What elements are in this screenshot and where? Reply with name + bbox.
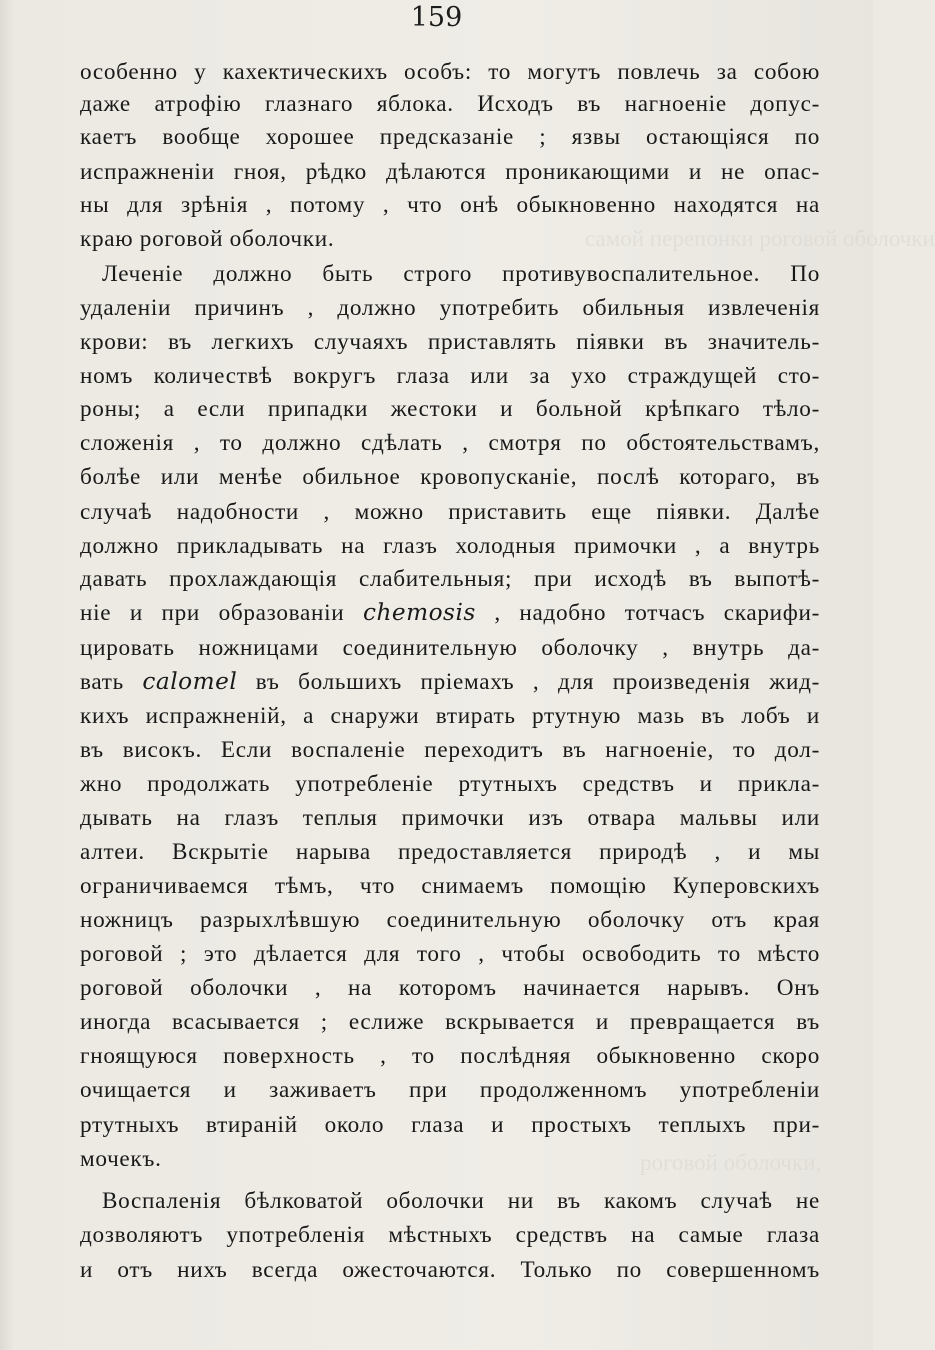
- latin-term: chemosis: [362, 599, 476, 626]
- text-line: роговой ; это дѣлается для того , чтобы освободить то мѣсто: [80, 941, 820, 967]
- latin-term: calomel: [142, 668, 238, 695]
- text-line: ограничиваемся тѣмъ, что снимаемъ помощію Куперовскихъ: [80, 873, 820, 899]
- page-number: 159: [410, 2, 463, 33]
- text-line: и отъ нихъ всегда ожесточаются. Только по совершенномъ: [80, 1257, 820, 1283]
- text-line: крови: въ легкихъ случаяхъ приставлять піявки въ значитель-: [80, 329, 820, 355]
- text-line: ножницъ разрыхлѣвшую соединительную оболочку отъ края: [80, 907, 820, 933]
- text-line: дозволяютъ употребленія мѣстныхъ средствъ на самые глаза: [80, 1222, 820, 1248]
- text-line: въ високъ. Если воспаленіе переходитъ въ нагноеніе, то дол-: [80, 737, 820, 763]
- text-line: ны для зрѣнія , потому , что онѣ обыкновенно находятся на: [80, 192, 820, 218]
- text-line: иногда всасывается ; еслиже вскрывается и превращается въ: [80, 1009, 820, 1035]
- text-line: мочекъ.: [80, 1146, 162, 1172]
- text-line: гноящуюся поверхность , то послѣдняя обыкновенно скоро: [80, 1043, 820, 1069]
- text-line: каетъ вообще хорошее предсказаніе ; язвы остающіяся по: [80, 124, 820, 150]
- text-line: номъ количествѣ вокругъ глаза или за ухо страждущей сто-: [80, 363, 820, 389]
- text-line: ртутныхъ втираній около глаза и простыхъ теплыхъ при-: [80, 1112, 820, 1138]
- text-line: даже атрофію глазнаго яблока. Исходъ въ нагноеніе допус-: [80, 91, 820, 117]
- text-line: случаѣ надобности , можно приставить еще піявки. Далѣе: [80, 499, 820, 525]
- text-line: краю роговой оболочки.: [80, 226, 335, 252]
- text-line: роны; а если припадки жестоки и больной крѣпкаго тѣло-: [80, 396, 820, 422]
- text-line: алтеи. Вскрытіе нарыва предоставляется природѣ , и мы: [80, 839, 820, 865]
- showthrough-text: самой перепонки роговой оболочки: [585, 226, 935, 251]
- text-line: цировать ножницами соединительную оболочку , внутрь да-: [80, 635, 820, 661]
- text-line: давать прохлаждающія слабительныя; при исходѣ въ выпотѣ-: [80, 566, 820, 592]
- text-line: ніе и при образованіи chemosis , надобно тотчасъ скарифи-: [80, 599, 820, 626]
- text-line: особенно у кахектическихъ особъ: то могутъ повлечь за собою: [80, 59, 820, 85]
- text-line: дывать на глазъ теплыя примочки изъ отвара мальвы или: [80, 805, 820, 831]
- text-line: Воспаленія бѣлковатой оболочки ни въ какомъ случаѣ не: [102, 1188, 820, 1214]
- text-line: очищается и заживаетъ при продолженномъ употребленіи: [80, 1077, 820, 1103]
- text-line: вать calomel въ большихъ пріемахъ , для произведенія жид-: [80, 668, 820, 695]
- text-line: испражненіи гноя, рѣдко дѣлаются проникающими и не опас-: [80, 159, 820, 185]
- text-line: роговой оболочки , на которомъ начинается нарывъ. Онъ: [80, 975, 820, 1001]
- text-line: Леченіе должно быть строго противувоспалительное. По: [102, 261, 820, 287]
- text-line: должно прикладывать на глазъ холодныя примочки , а внутрь: [80, 533, 820, 559]
- text-line: болѣе или менѣе обильное кровопусканіе, послѣ котораго, въ: [80, 464, 820, 490]
- text-line: кихъ испражненій, а снаружи втирать ртутную мазь въ лобъ и: [80, 703, 820, 729]
- showthrough-text: роговой оболочки,: [640, 1150, 822, 1175]
- text-line: жно продолжать употребленіе ртутныхъ средствъ и прикла-: [80, 771, 820, 797]
- text-line: сложенія , то должно сдѣлать , смотря по обстоятельствамъ,: [80, 430, 820, 456]
- text-line: удаленіи причинъ , должно употребить обильныя извлеченія: [80, 295, 820, 321]
